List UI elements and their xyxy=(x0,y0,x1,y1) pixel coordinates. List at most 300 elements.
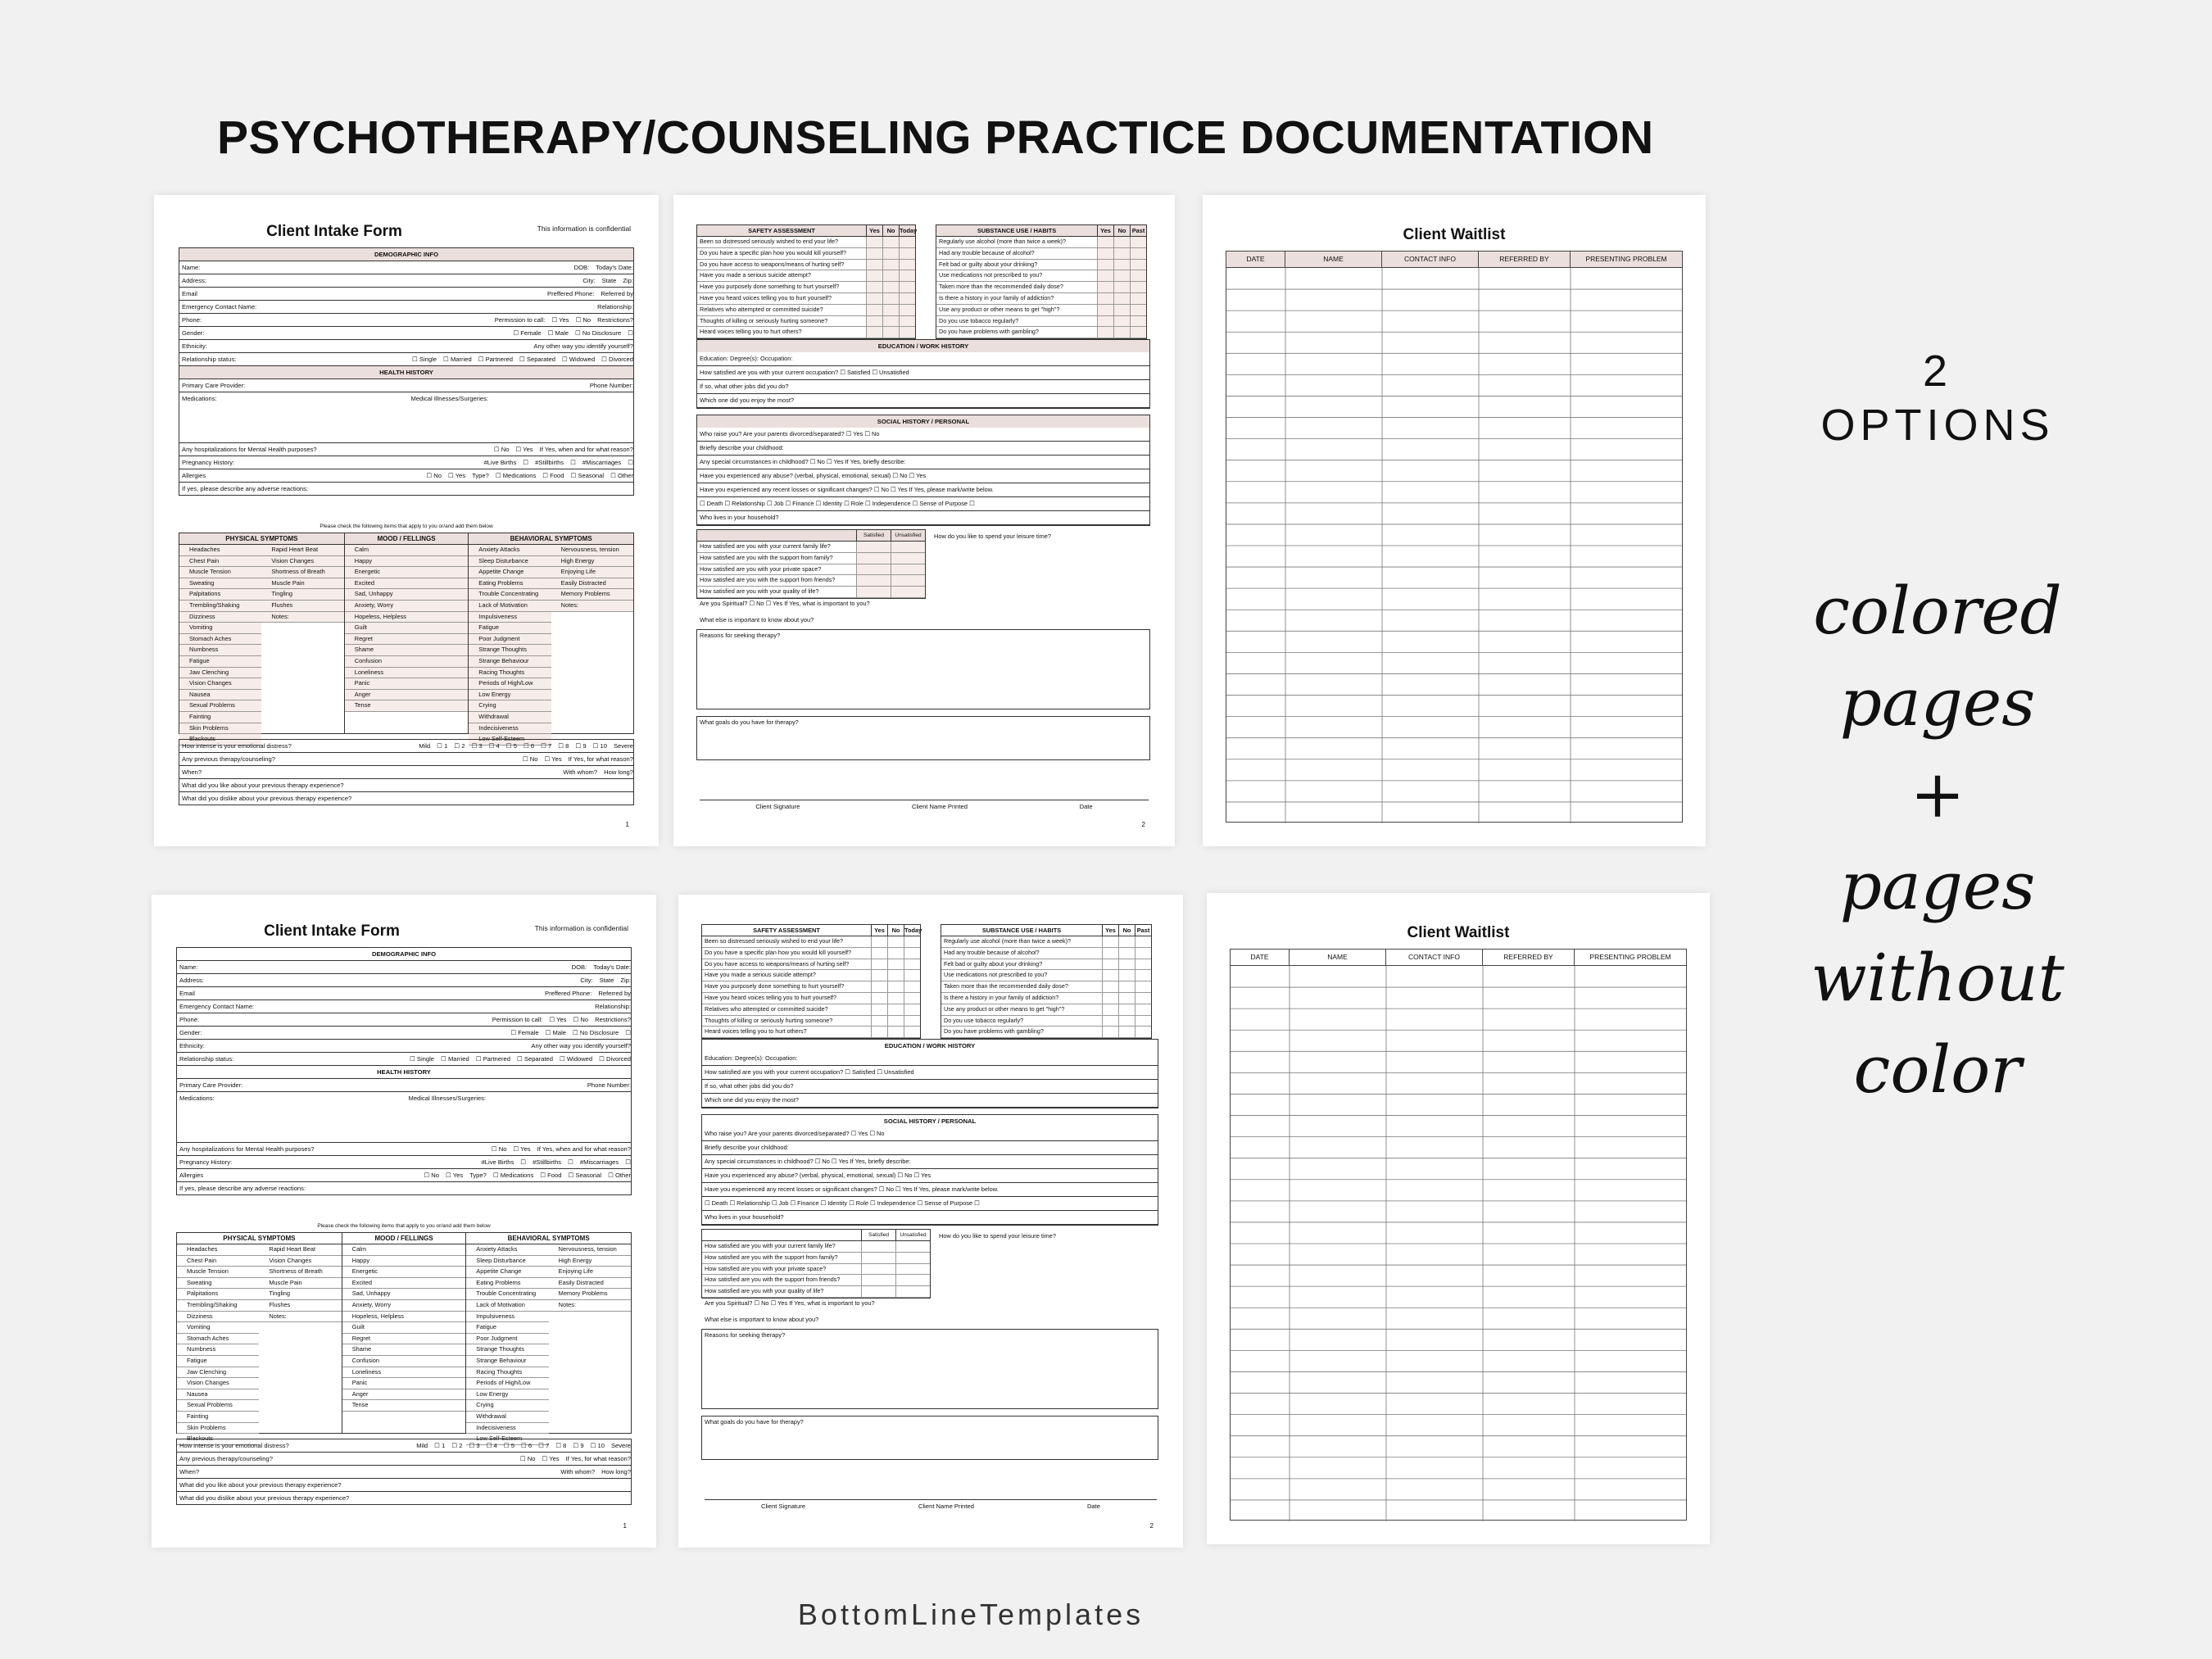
answer-cell xyxy=(904,993,920,1004)
reasons-box xyxy=(696,629,1150,709)
symptom-item: Anger xyxy=(345,690,469,701)
answer-cell xyxy=(899,282,915,292)
form-label: Any hospitalizations for Mental Health purposes? xyxy=(182,446,317,453)
symptom-list xyxy=(466,1244,631,1445)
form-line: Briefly describe your childhood: xyxy=(697,442,1149,456)
answer-cell xyxy=(1135,959,1151,970)
form-label: ☐ Widowed xyxy=(559,1055,593,1063)
answer-cell xyxy=(1130,327,1146,338)
symptom-item: Happy xyxy=(342,1256,466,1267)
symptom-item: Strange Thoughts xyxy=(466,1344,548,1356)
form-row xyxy=(179,327,634,340)
assessment-question: Had any trouble because of alcohol? xyxy=(939,248,1035,256)
form-label: How long? xyxy=(601,1468,631,1475)
form-label: ☐ Divorced xyxy=(601,356,633,363)
assessment-question: Had any trouble because of alcohol? xyxy=(944,948,1040,956)
symptom-item: Shame xyxy=(342,1344,466,1356)
answer-cell xyxy=(882,327,899,338)
form-line: Briefly describe your childhood: xyxy=(702,1141,1158,1155)
form-label: Address: xyxy=(182,277,206,284)
answer-cell xyxy=(899,237,915,247)
symptom-item: Shortness of Breath xyxy=(261,567,343,578)
symptom-item: Enjoying Life xyxy=(551,567,633,578)
answer-cell xyxy=(856,575,891,586)
form-label: Name: xyxy=(179,963,198,971)
assessment-question: Use any product or other means to get "high"? xyxy=(944,1004,1065,1013)
social-section xyxy=(701,1114,1158,1226)
form-label: #Live Births xyxy=(483,459,517,466)
answer-cell xyxy=(1118,1016,1135,1027)
satisfaction-question: How satisfied are you with your quality of life? xyxy=(705,1287,824,1295)
form-label: ☐ No Disclosure xyxy=(575,329,622,337)
answer-cell xyxy=(871,1016,887,1027)
answer-cell xyxy=(1097,260,1113,270)
symptom-item: Lack of Motivation xyxy=(466,1300,548,1312)
answer-cell xyxy=(1135,970,1151,981)
script-line: without xyxy=(1811,940,2065,1016)
assessment-row xyxy=(702,936,920,948)
form-label: ☐ 6 xyxy=(523,742,535,750)
waitlist-page-colored xyxy=(1203,195,1706,846)
symptom-item: Sexual Problems xyxy=(177,1400,259,1412)
answer-cell xyxy=(904,948,920,959)
symptom-item: Vomiting xyxy=(177,1322,259,1334)
symptom-column xyxy=(179,533,345,743)
answer-cell xyxy=(866,293,882,304)
form-label: ☐ No xyxy=(573,1016,589,1023)
symptom-item: Excited xyxy=(345,578,469,590)
satisfaction-row xyxy=(697,575,925,587)
signature-label: Client Signature xyxy=(755,803,800,810)
symptom-sublist xyxy=(261,545,343,746)
assessment-question: Thoughts of killing or seriously hurting someone? xyxy=(700,316,828,324)
waitlist-col: PRESENTING PROBLEM xyxy=(1585,255,1667,263)
form-label: ☐ Medications xyxy=(495,472,537,479)
form-label: ☐ 10 xyxy=(592,742,607,750)
assessment-question: Is there a history in your family of addiction? xyxy=(939,293,1054,301)
symptom-item: High Energy xyxy=(551,556,633,568)
symptom-item: Easily Distracted xyxy=(551,578,633,590)
form-label: #Live Births xyxy=(481,1158,514,1166)
form-label: Gender: xyxy=(179,1029,202,1036)
spiritual-question: Are you Spiritual? ☐ No ☐ Yes If Yes, what is important to you? xyxy=(700,600,870,607)
form-line: Which one did you enjoy the most? xyxy=(702,1094,1158,1108)
form-label: Emergency Contact Name: xyxy=(182,303,257,310)
answer-cell xyxy=(882,305,899,315)
assessment-row xyxy=(936,316,1146,328)
symptom-item: Low Self-Esteem xyxy=(466,1434,548,1445)
answer-cell xyxy=(1135,1004,1151,1015)
symptom-item: Easily Distracted xyxy=(549,1278,631,1290)
assessment-col: Today xyxy=(904,927,922,934)
answer-cell xyxy=(1102,993,1118,1004)
form-row xyxy=(179,392,634,443)
symptom-item: Muscle Pain xyxy=(259,1278,341,1290)
satisfaction-col: Unsatisfied xyxy=(891,530,925,541)
form-label: Permission to call: xyxy=(492,1016,543,1023)
satisfaction-row xyxy=(697,564,925,576)
assessment-row xyxy=(936,260,1146,271)
assessment-row xyxy=(697,327,915,338)
intake-title: Client Intake Form xyxy=(266,223,402,240)
answer-cell xyxy=(1097,316,1113,327)
symptom-column xyxy=(177,1233,342,1443)
form-label: ☐ Separated xyxy=(519,356,555,363)
assessment-question: Heard voices telling you to hurt others? xyxy=(700,328,802,336)
form-label: ☐ 1 xyxy=(434,1442,446,1449)
section-header: EDUCATION / WORK HISTORY xyxy=(697,340,1149,352)
form-row xyxy=(179,340,634,353)
form-label: Severe xyxy=(613,742,633,750)
signature-label: Client Name Printed xyxy=(918,1503,974,1510)
symptom-item: Guilt xyxy=(345,623,469,634)
form-label: ☐ 2 xyxy=(451,1442,463,1449)
form-label: ☐ Yes xyxy=(513,1145,531,1153)
answer-cell xyxy=(887,936,904,947)
assessment-col: No xyxy=(1113,225,1130,236)
form-label: What did you like about your previous therapy experience? xyxy=(182,782,344,789)
answer-cell xyxy=(1135,1027,1151,1037)
form-label: Any previous therapy/counseling? xyxy=(179,1455,273,1462)
satisfaction-question: How satisfied are you with the support from friends? xyxy=(705,1276,841,1284)
form-label: Phone: xyxy=(179,1016,200,1023)
assessment-col: No xyxy=(882,225,899,236)
answer-cell xyxy=(1102,981,1118,992)
answer-cell xyxy=(866,270,882,281)
assessment-row xyxy=(697,282,915,293)
symptom-sublist xyxy=(551,545,633,746)
answer-cell xyxy=(1130,282,1146,292)
answer-cell xyxy=(1113,248,1130,259)
symptom-item: Vomiting xyxy=(179,623,261,634)
form-label: How intense is your emotional distress? xyxy=(179,1442,289,1449)
waitlist-header xyxy=(1231,950,1686,966)
assessment-col: Yes xyxy=(1097,225,1113,236)
form-label: When? xyxy=(182,768,202,776)
demographic-section xyxy=(179,247,634,496)
form-label: Name: xyxy=(182,264,201,271)
script-line: pages xyxy=(1839,664,2036,741)
answer-cell xyxy=(899,270,915,281)
symptom-item: Tingling xyxy=(259,1289,341,1300)
answer-cell xyxy=(904,1027,920,1037)
assessment-question: Do you use tobacco regularly? xyxy=(939,316,1019,324)
form-label: With whom? xyxy=(563,768,598,776)
symptom-item: Strange Behaviour xyxy=(466,1356,548,1367)
form-label: ☐ 9 xyxy=(573,1442,584,1449)
form-line: Who lives in your household? xyxy=(702,1211,1158,1225)
form-label: ☐ xyxy=(628,459,633,466)
assessment-table xyxy=(701,924,921,1039)
assessment-title: SUBSTANCE USE / HABITS xyxy=(977,227,1057,234)
symptom-item: Confusion xyxy=(345,656,469,668)
symptom-item: Fatigue xyxy=(466,1322,548,1334)
symptom-item: Sweating xyxy=(179,578,261,590)
answer-cell xyxy=(887,993,904,1004)
symptom-item: Fainting xyxy=(177,1412,259,1423)
assessment-col: Yes xyxy=(1102,925,1118,936)
form-label: City: xyxy=(580,977,593,984)
form-label: ☐ 2 xyxy=(454,742,465,750)
symptom-header: MOOD / FELLINGS xyxy=(345,533,469,545)
assessment-row xyxy=(936,305,1146,316)
answer-cell xyxy=(1102,1027,1118,1037)
answer-cell xyxy=(1097,237,1113,247)
satisfaction-question: How satisfied are you with the support from family? xyxy=(705,1253,838,1261)
form-row xyxy=(176,961,632,974)
assessment-col: No xyxy=(1118,925,1135,936)
answer-cell xyxy=(899,316,915,327)
symptom-item: Notes: xyxy=(549,1300,631,1312)
symptom-item: Blackouts xyxy=(177,1434,259,1445)
answer-cell xyxy=(1097,282,1113,292)
assessment-question: Thoughts of killing or seriously hurting someone? xyxy=(705,1016,833,1024)
form-label: ☐ 4 xyxy=(486,1442,497,1449)
assessment-question: Do you use tobacco regularly? xyxy=(944,1016,1024,1024)
form-line: How satisfied are you with your current occupation? ☐ Satisfied ☐ Unsatisfied xyxy=(697,366,1149,380)
answer-cell xyxy=(1118,959,1135,970)
symptom-item: Sleep Disturbance xyxy=(466,1256,548,1267)
assessment-row xyxy=(697,260,915,271)
form-label: ☐ No xyxy=(493,446,510,453)
form-label: Preffered Phone: xyxy=(545,990,592,997)
symptom-item: Numbness xyxy=(179,645,261,656)
answer-cell xyxy=(866,248,882,259)
symptom-item: Hopeless, Helpless xyxy=(342,1312,466,1323)
form-label: ☐ Food xyxy=(540,1172,562,1179)
satisfaction-question: How satisfied are you with your current family life? xyxy=(700,542,831,550)
confidential-note: This information is confidential xyxy=(537,224,631,233)
form-label: If Yes, when and for what reason? xyxy=(537,1145,631,1153)
form-label: Ethnicity: xyxy=(182,342,207,350)
symptom-sublist xyxy=(469,545,551,746)
reasons-label: Reasons for seeking therapy? xyxy=(700,632,781,639)
symptom-sublist xyxy=(342,1244,466,1433)
assessment-header xyxy=(702,925,920,936)
form-label: Mild xyxy=(416,1442,428,1449)
form-row xyxy=(179,288,634,301)
form-row xyxy=(179,314,634,327)
form-label: ☐ 9 xyxy=(575,742,587,750)
intake-page2-plain xyxy=(678,895,1183,1548)
symptom-sublist xyxy=(549,1244,631,1445)
symptom-columns xyxy=(179,533,633,743)
form-label: ☐ Yes xyxy=(551,316,569,324)
form-line: Which one did you enjoy the most? xyxy=(697,394,1149,408)
form-row xyxy=(179,469,634,483)
symptom-item: Palpitations xyxy=(177,1289,259,1300)
form-label: DEMOGRAPHIC INFO xyxy=(374,251,439,258)
assessment-col: Yes xyxy=(871,925,887,936)
symptom-item: Crying xyxy=(466,1400,548,1412)
form-label: DEMOGRAPHIC INFO xyxy=(371,950,437,958)
intake-title: Client Intake Form xyxy=(264,922,400,940)
page-number: 2 xyxy=(1149,1522,1154,1530)
satisfaction-col: Unsatisfied xyxy=(895,1230,930,1240)
form-line: Have you experienced any abuse? (verbal, physical, emotional, sexual) ☐ No ☐ Yes xyxy=(702,1169,1158,1183)
form-label: Relationship status: xyxy=(179,1055,234,1063)
form-row xyxy=(179,379,634,392)
answer-cell xyxy=(871,993,887,1004)
form-label: ☐ Seasonal xyxy=(570,472,605,479)
answer-cell xyxy=(856,587,891,597)
symptom-item: Indecisiveness xyxy=(469,723,551,735)
form-row xyxy=(179,261,634,274)
answer-cell xyxy=(1097,293,1113,304)
symptom-item: Notes: xyxy=(551,601,633,612)
satisfaction-header xyxy=(702,1230,930,1241)
form-label: Type? xyxy=(469,1172,487,1179)
page-number: 1 xyxy=(625,821,629,828)
form-label: City: xyxy=(582,277,596,284)
symptom-item: Racing Thoughts xyxy=(469,668,551,679)
symptom-sublist xyxy=(259,1244,341,1445)
satisfaction-section xyxy=(701,1229,931,1299)
intake-form-page-plain xyxy=(152,895,656,1548)
symptom-item: Rapid Heart Beat xyxy=(259,1244,341,1256)
waitlist-col: DATE xyxy=(1226,252,1285,267)
assessment-row xyxy=(941,959,1151,971)
assessment-title: SAFETY ASSESSMENT xyxy=(748,227,815,234)
assessment-table xyxy=(936,224,1147,339)
form-label: ☐ No xyxy=(424,1172,439,1179)
symptom-item: Energetic xyxy=(342,1267,466,1278)
answer-cell xyxy=(1113,327,1130,338)
assessment-header xyxy=(941,925,1151,936)
form-label: ☐ Male xyxy=(545,1029,566,1036)
answer-cell xyxy=(891,564,925,575)
answer-cell xyxy=(904,981,920,992)
assessment-table xyxy=(696,224,916,339)
form-line: Have you experienced any recent losses or significant changes? ☐ No ☐ Yes If Yes, please mark/write below. xyxy=(702,1183,1158,1197)
demographic-section xyxy=(176,947,632,1195)
waitlist-col: NAME xyxy=(1290,950,1386,965)
symptom-item: Trouble Concentrating xyxy=(466,1289,548,1300)
waitlist-header xyxy=(1226,252,1682,268)
answer-cell xyxy=(887,948,904,959)
form-label: What did you like about your previous therapy experience? xyxy=(179,1481,342,1489)
signature-labels xyxy=(700,803,1149,810)
form-label: Referred by xyxy=(601,290,633,297)
form-row xyxy=(176,1053,632,1066)
form-label: #Miscarriages xyxy=(582,459,622,466)
symptom-item: Jaw Clenching xyxy=(179,668,261,679)
form-label: ☐ xyxy=(628,329,633,337)
answer-cell xyxy=(1130,293,1146,304)
answer-cell xyxy=(1130,260,1146,270)
symptom-item: Loneliness xyxy=(345,668,469,679)
waitlist-table xyxy=(1230,949,1687,1521)
form-label: ☐ Yes xyxy=(544,755,562,763)
symptom-item: Appetite Change xyxy=(469,567,551,578)
assessment-row xyxy=(697,237,915,248)
goals-box xyxy=(701,1416,1158,1460)
form-label: ☐ 4 xyxy=(488,742,500,750)
form-label: ☐ Yes xyxy=(515,446,533,453)
form-label: DOB: xyxy=(571,963,587,971)
assessment-row xyxy=(702,948,920,959)
answer-cell xyxy=(1113,293,1130,304)
assessment-row xyxy=(936,248,1146,260)
form-label: Referred by xyxy=(598,990,631,997)
form-label: Pregnancy History: xyxy=(182,459,235,466)
options-label xyxy=(1761,344,2114,452)
symptom-item: Calm xyxy=(345,545,469,556)
else-question: What else is important to know about you? xyxy=(700,616,814,623)
symptom-item: Skin Problems xyxy=(179,723,261,735)
satisfaction-col: Satisfied xyxy=(861,1230,895,1240)
form-row xyxy=(176,1079,632,1092)
symptom-item: Jaw Clenching xyxy=(177,1367,259,1379)
answer-cell xyxy=(895,1241,930,1252)
symptom-item: Poor Judgment xyxy=(469,634,551,646)
form-label: Email xyxy=(179,990,195,997)
answer-cell xyxy=(1135,993,1151,1004)
assessment-row xyxy=(941,970,1151,981)
options-count: 2 xyxy=(1922,347,1953,396)
form-label: DOB: xyxy=(573,264,590,271)
answer-cell xyxy=(861,1286,895,1297)
answer-cell xyxy=(871,981,887,992)
form-label: Any previous therapy/counseling? xyxy=(182,755,275,763)
form-label: Allergies xyxy=(182,472,206,479)
waitlist-page-plain xyxy=(1207,893,1710,1544)
symptom-sublist xyxy=(345,545,469,733)
symptom-item: Muscle Tension xyxy=(177,1267,259,1278)
symptom-item: Enjoying Life xyxy=(549,1267,631,1278)
form-label: If Yes, when and for what reason? xyxy=(539,446,633,453)
answer-cell xyxy=(1130,305,1146,315)
form-label: Emergency Contact Name: xyxy=(179,1003,255,1010)
assessment-row xyxy=(936,237,1146,248)
assessment-table xyxy=(941,924,1152,1039)
options-word: OPTIONS xyxy=(1820,401,2055,450)
answer-cell xyxy=(1113,237,1130,247)
form-row xyxy=(176,1182,632,1195)
answer-cell xyxy=(1135,936,1151,947)
answer-cell xyxy=(904,1016,920,1027)
symptom-header: PHYSICAL SYMPTOMS xyxy=(177,1233,342,1244)
form-label: Medical Illnesses/Surgeries: xyxy=(410,395,489,402)
symptom-item: Shame xyxy=(345,645,469,656)
symptom-item: Anger xyxy=(342,1389,466,1401)
symptom-item: Racing Thoughts xyxy=(466,1367,548,1379)
form-label: Primary Care Provider: xyxy=(182,382,246,389)
satisfaction-question: How satisfied are you with your quality of life? xyxy=(700,587,819,596)
form-label: Zip: xyxy=(620,977,631,984)
assessment-question: Felt bad or guilty about your drinking? xyxy=(944,959,1043,968)
assessment-question: Felt bad or guilty about your drinking? xyxy=(939,260,1038,268)
assessment-question: Do you have problems with gambling? xyxy=(944,1027,1044,1036)
signature-label: Date xyxy=(1086,1503,1100,1510)
assessment-question: Do you have access to weapons/means of hurting self? xyxy=(705,959,850,968)
symptom-list xyxy=(177,1244,342,1445)
symptom-item: Muscle Tension xyxy=(179,567,261,578)
symptom-item: Rapid Heart Beat xyxy=(261,545,343,556)
form-label: Pregnancy History: xyxy=(179,1158,233,1166)
form-row xyxy=(179,301,634,314)
assessment-question: Have you heard voices telling you to hurt yourself? xyxy=(700,293,832,301)
symptom-column xyxy=(466,1233,631,1443)
form-label: ☐ xyxy=(523,459,529,466)
form-label: HEALTH HISTORY xyxy=(377,1068,431,1076)
form-label: ☐ Food xyxy=(542,472,564,479)
answer-cell xyxy=(895,1275,930,1285)
answer-cell xyxy=(871,936,887,947)
therapy-section xyxy=(176,1439,632,1505)
symptom-item: Stomach Aches xyxy=(179,634,261,646)
form-label: ☐ 5 xyxy=(503,1442,514,1449)
